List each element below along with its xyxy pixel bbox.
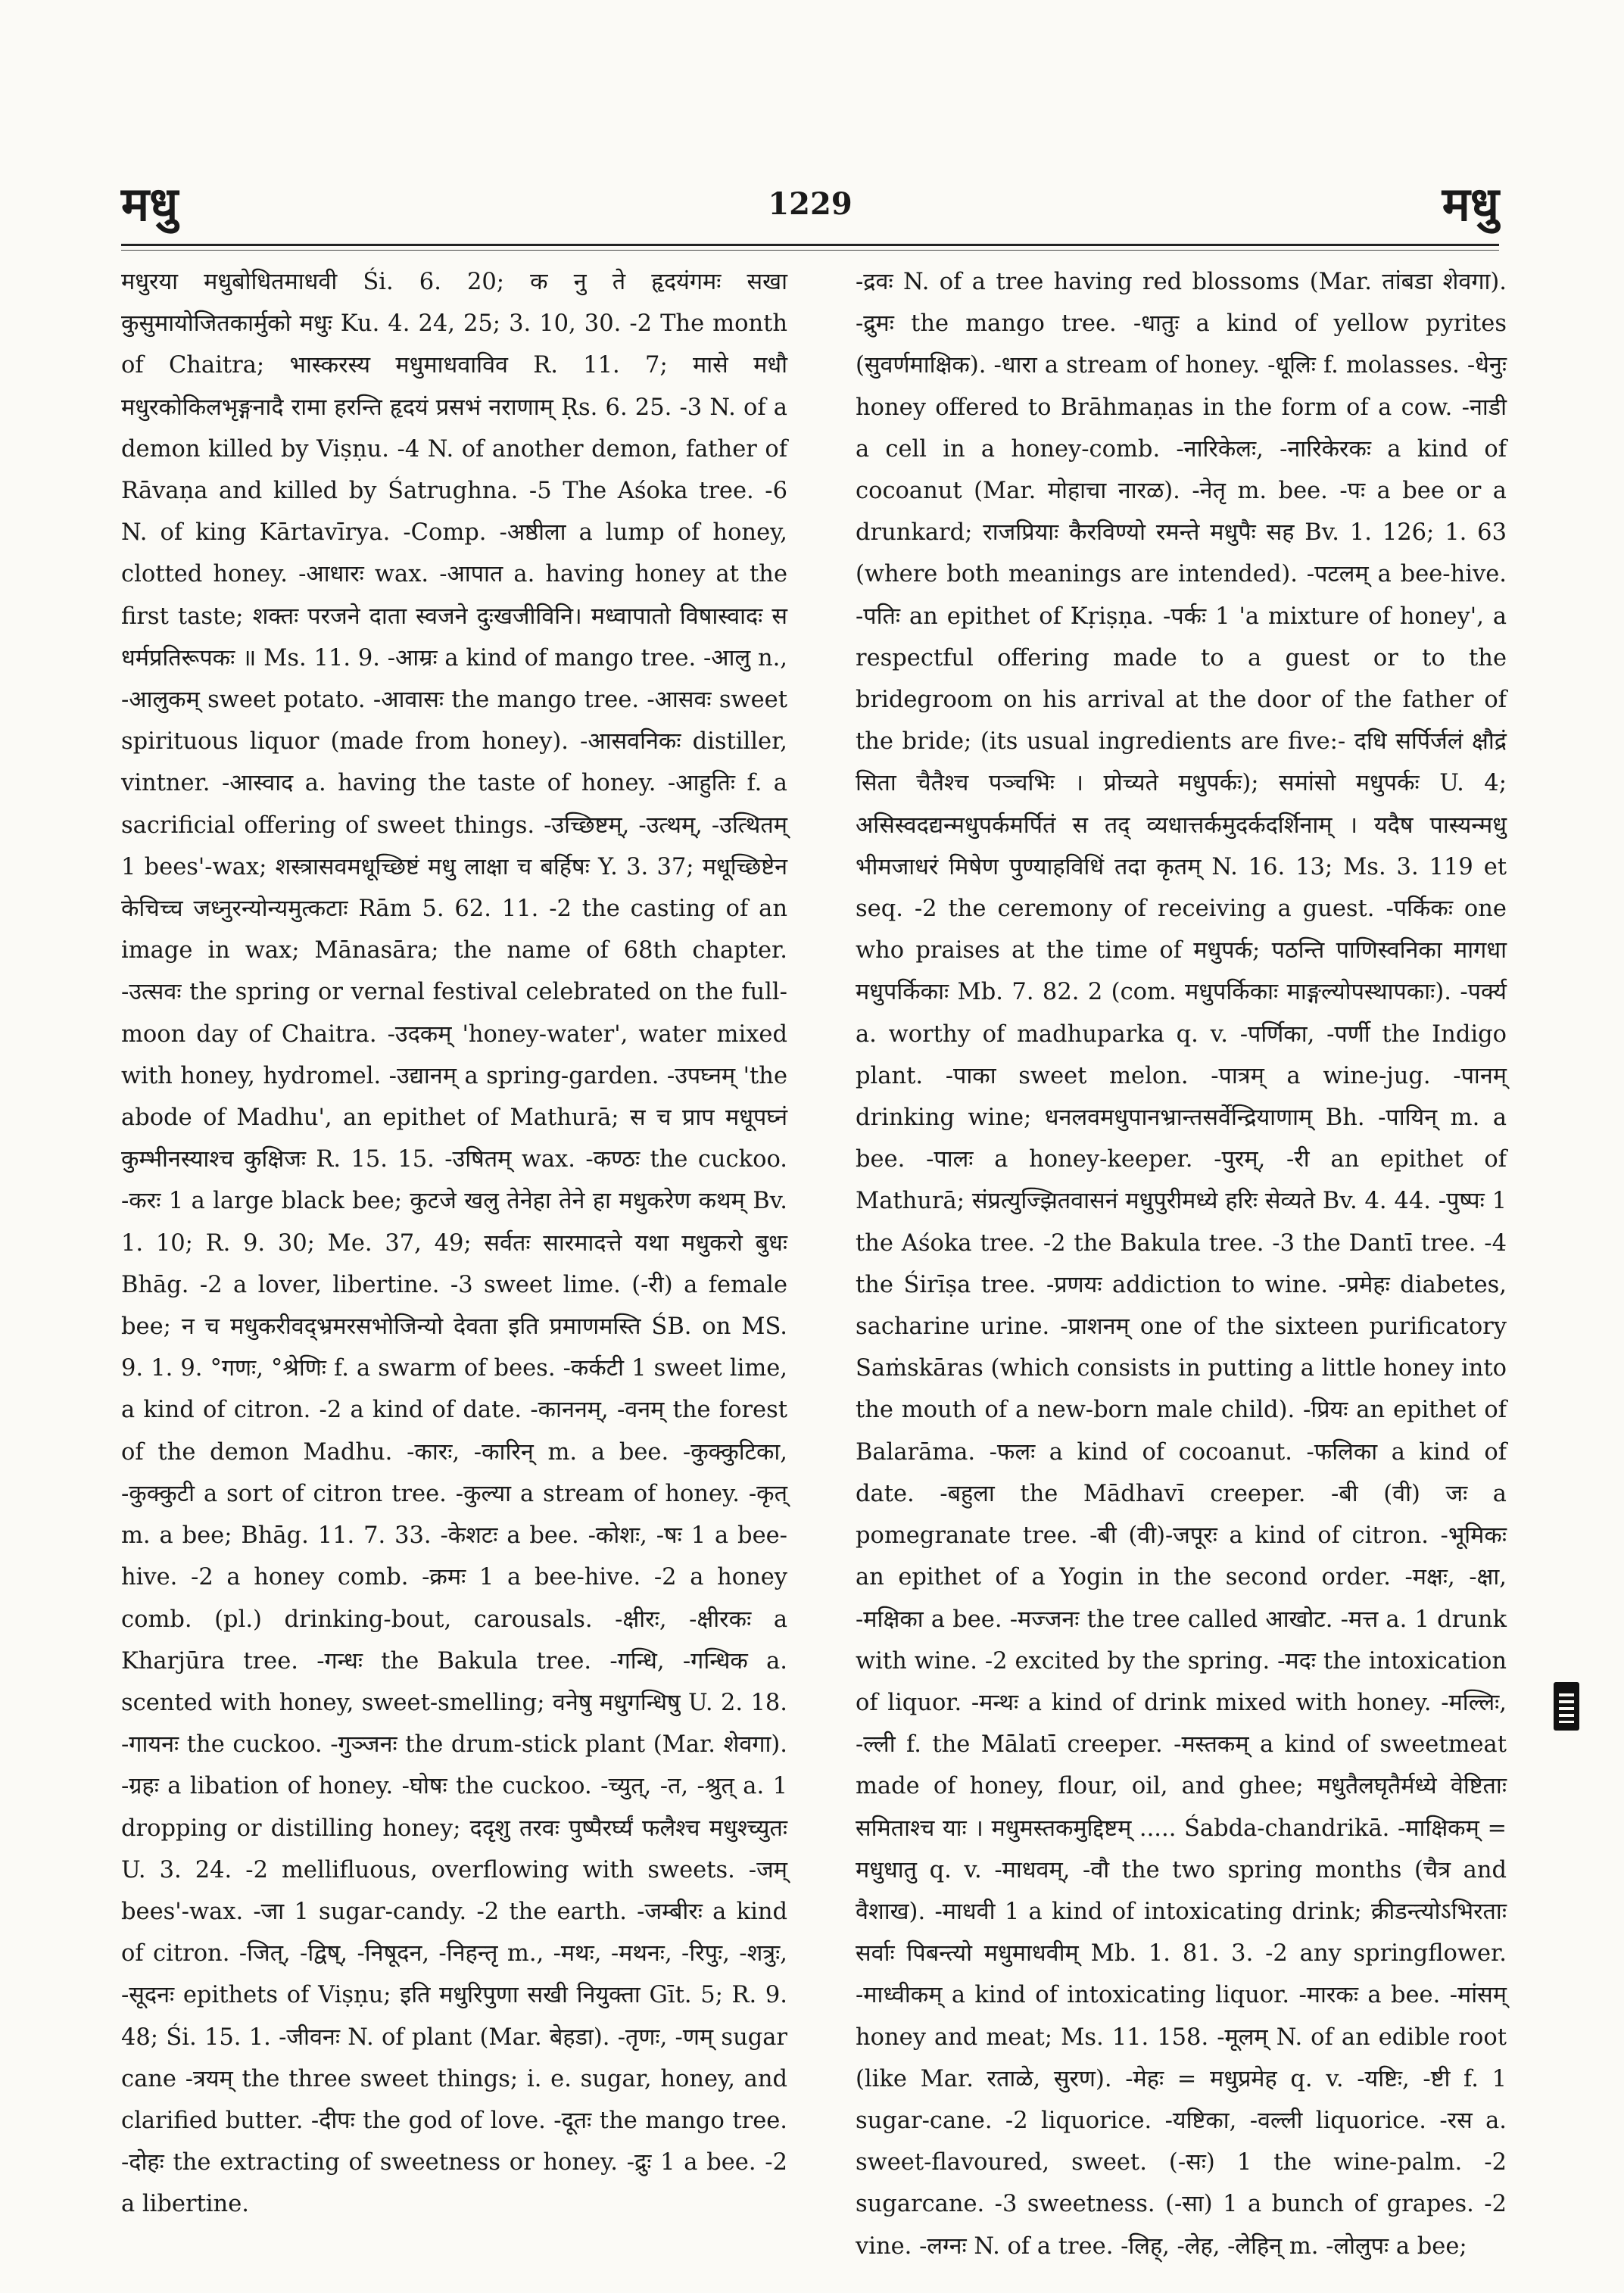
- left-column-text: मधुरया मधुबोधितमाधवी Śi. 6. 20; क नु ते हृदयंगमः सखा कुसुमायोजितकार्मुको मधुः Ku. 4. 24, 25; 3. 10, 30. -2 The month of Chaitra; भास्करस्य मधुमाधवाविव R. 11. 7; मासे मधौ मधुरकोकिलभृङ्गनादै रामा हरन्ति हृदयं प्रसभं नराणाम् Ṛs. 6. 25. -3 N. of a demon killed by Viṣṇu. -4 N. of another demon, father of Rāvaṇa and killed by Śatrughna. -5 The Aśoka tree. -6 N. of king Kārtavīrya. -Comp. -अष्ठीला a lump of honey, clotted honey. -आधारः wax. -आपात a. having honey at the first taste; शक्तः परजने दाता स्वजने दुःखजीविनि। मध्वापातो विषास्वादः स धर्मप्रतिरूपकः ॥ Ms. 11. 9. -आम्रः a kind of mango tree. -आलु n., -आलुकम् sweet potato. -आवासः the mango tree. -आसवः sweet spirituous liquor (made from honey). -आसवनिकः distiller, vintner. -आस्वाद a. having the taste of honey. -आहुतिः f. a sacrificial offering of sweet things. -उच्छिष्टम्, -उत्थम्, -उत्थितम् 1 bees'-wax; शस्त्रासवमधूच्छिष्टं मधु लाक्षा च बर्हिषः Y. 3. 37; मधूच्छिष्टेन केचिच्च जध्नुरन्योन्यमुत्कटाः Rām 5. 62. 11. -2 the casting of an image in wax; Mānasāra; the name of 68th chapter. -उत्सवः the spring or vernal festival celebrated on the full-moon day of Chaitra. -उदकम् 'honey-water', water mixed with honey, hydromel. -उद्यानम् a spring-garden. -उपघ्नम् 'the abode of Madhu', an epithet of Mathurā; स च प्राप मधूपघ्नं कुम्भीनस्याश्च कुक्षिजः R. 15. 15. -उषितम् wax. -कण्ठः the cuckoo. -करः 1 a large black bee; कुटजे खलु तेनेहा तेने हा मधुकरेण कथम् Bv. 1. 10; R. 9. 30; Me. 37, 49; सर्वतः सारमादत्ते यथा मधुकरो बुधः Bhāg. -2 a lover, libertine. -3 sweet lime. (-री) a female bee; न च मधुकरीवद्भ्रमरसभोजिन्यो देवता इति प्रमाणमस्ति ŚB. on MS. 9. 1. 9. °गणः, °श्रेणिः f. a swarm of bees. -कर्कटी 1 sweet lime, a kind of citron. -2 a kind of date. -काननम्, -वनम् the forest of the demon Madhu. -कारः, -कारिन् m. a bee. -कुक्कुटिका, -कुक्कुटी a sort of citron tree. -कुल्या a stream of honey. -कृत् m. a bee; Bhāg. 11. 7. 33. -केशटः a bee. -कोशः, -षः 1 a bee-hive. -2 a honey comb. -क्रमः 1 a bee-hive. -2 a honey comb. (pl.) drinking-bout, carousals. -क्षीरः, -क्षीरकः a Kharjūra tree. -गन्धः the Bakula tree. -गन्धि, -गन्धिक a. scented with honey, sweet-smelling; वनेषु मधुगन्धिषु U. 2. 18. -गायनः the cuckoo. -गुञ्जनः the drum-stick plant (Mar. शेवगा). -ग्रहः a libation of honey. -घोषः the cuckoo. -च्युत्, -त, -श्रुत् a. 1 dropping or distilling honey; ददृशु तरवः पुष्पैरर्घ्यं फलैश्च मधुश्च्युतः U. 3. 24. -2 mellifluous, overflowing with sweets. -जम् bees'-wax. -जा 1 sugar-candy. -2 the earth. -जम्बीरः a kind of citron. -जित्, -द्विष्, -निषूदन, -निहन्तृ m., -मथः, -मथनः, -रिपुः, -शत्रुः, -सूदनः epithets of Viṣṇu; इति मधुरिपुणा सखी नियुक्ता Gīt. 5; R. 9. 48; Śi. 15. 1. -जीवनः N. of plant (Mar. बेहडा). -तृणः, -णम् sugar cane -त्रयम् the three sweet things; i. e. sugar, honey, and clarified butter. -दीपः the god of love. -दूतः the mango tree. -दोहः the extracting of sweetness or honey. -द्रुः 1 a bee. -2 a libertine.: [121, 269, 787, 2218]
- thumb-index-mark: [1554, 1682, 1579, 1731]
- running-headword-right: मधु: [1442, 176, 1499, 232]
- running-headword-left: मधु: [121, 176, 179, 232]
- left-column: [121, 261, 787, 2218]
- right-column-text: -द्रवः N. of a tree having red blossoms (Mar. तांबडा शेवगा). -द्रुमः the mango tree. -धातुः a kind of yellow pyrites (सुवर्णमाक्षिक). -धारा a stream of honey. -धूलिः f. molasses. -धेनुः honey offered to Brāhmaṇas in the form of a cow. -नाडी a cell in a honey-comb. -नारिकेलः, -नारिकेरकः a kind of cocoanut (Mar. मोहाचा नारळ). -नेतृ m. bee. -पः a bee or a drunkard; राजप्रियाः कैरविण्यो रमन्ते मधुपैः सह Bv. 1. 126; 1. 63 (where both meanings are intended). -पटलम् a bee-hive. -पतिः an epithet of Kṛiṣṇa. -पर्कः 1 'a mixture of honey', a respectful offering made to a guest or to the bridegroom on his arrival at the door of the father of the bride; (its usual ingredients are five:- दधि सर्पिर्जलं क्षौद्रं सिता चैतैश्च पञ्चभिः । प्रोच्यते मधुपर्कः); समांसो मधुपर्कः U. 4; असिस्वदद्यन्मधुपर्कमर्पितं स तद् व्यधात्तर्कमुदर्कदर्शिनाम् । यदैष पास्यन्मधु भीमजाधरं मिषेण पुण्याहविधिं तदा कृतम् N. 16. 13; Ms. 3. 119 et seq. -2 the ceremony of receiving a guest. -पर्किकः one who praises at the time of मधुपर्क; पठन्ति पाणिस्वनिका मागधा मधुपर्किकाः Mb. 7. 82. 2 (com. मधुपर्किकाः माङ्गल्योपस्थापकाः). -पर्क्य a. worthy of madhuparka q. v. -पर्णिका, -पर्णी the Indigo plant. -पाका sweet melon. -पात्रम् a wine-jug. -पानम् drinking wine; धनलवमधुपानभ्रान्तसर्वेन्द्रियाणाम् Bh. -पायिन् m. a bee. -पालः a honey-keeper. -पुरम्, -री an epithet of Mathurā; संप्रत्युज्झितवासनं मधुपुरीमध्ये हरिः सेव्यते Bv. 4. 44. -पुष्पः 1 the Aśoka tree. -2 the Bakula tree. -3 the Dantī tree. -4 the Śirīṣa tree. -प्रणयः addiction to wine. -प्रमेहः diabetes, sacharine urine. -प्राशनम् one of the sixteen purificatory Saṁskāras (which consists in putting a little honey into the mouth of a new-born male child). -प्रियः an epithet of Balarāma. -फलः a kind of cocoanut. -फलिका a kind of date. -बहुला the Mādhavī creeper. -बी (वी) जः a pomegranate tree. -बी (वी)-जपूरः a kind of citron. -भूमिकः an epithet of a Yogin in the second order. -मक्षः, -क्षा, -मक्षिका a bee. -मज्जनः the tree called आखोट. -मत्त a. 1 drunk with wine. -2 excited by the spring. -मदः the intoxication of liquor. -मन्थः a kind of drink mixed with honey. -मल्लिः, -ल्ली f. the Mālatī creeper. -मस्तकम् a kind of sweetmeat made of honey, flour, oil, and ghee; मधुतैलघृतैर्मध्ये वेष्टिताः समिताश्च याः । मधुमस्तकमुद्दिष्टम् ..... Śabda-chandrikā. -माक्षिकम् = मधुधातु q. v. -माधवम्, -वौ the two spring months (चैत्र and वैशाख). -माधवी 1 a kind of intoxicating drink; क्रीडन्त्योऽभिरताः सर्वाः पिबन्त्यो मधुमाधवीम् Mb. 1. 81. 3. -2 any springflower. -माध्वीकम् a kind of intoxicating liquor. -मारकः a bee. -मांसम् honey and meat; Ms. 11. 158. -मूलम् N. of an edible root (like Mar. रताळे, सुरण). -मेहः = मधुप्रमेह q. v. -यष्टिः, -ष्टी f. 1 sugar-cane. -2 liquorice. -यष्टिका, -वल्ली liquorice. -रस a. sweet-flavoured, sweet. (-सः) 1 the wine-palm. -2 sugarcane. -3 sweetness. (-सा) 1 a bunch of grapes. -2 vine. -लग्नः N. of a tree. -लिह्, -लेह, -लेहिन् m. -लोलुपः a bee;: [856, 269, 1507, 2260]
- header-rule-thin: [121, 250, 1499, 251]
- page-number: 1229: [768, 186, 853, 222]
- page-header: [121, 174, 1499, 242]
- right-column: [856, 261, 1507, 2260]
- header-rule: [121, 244, 1499, 246]
